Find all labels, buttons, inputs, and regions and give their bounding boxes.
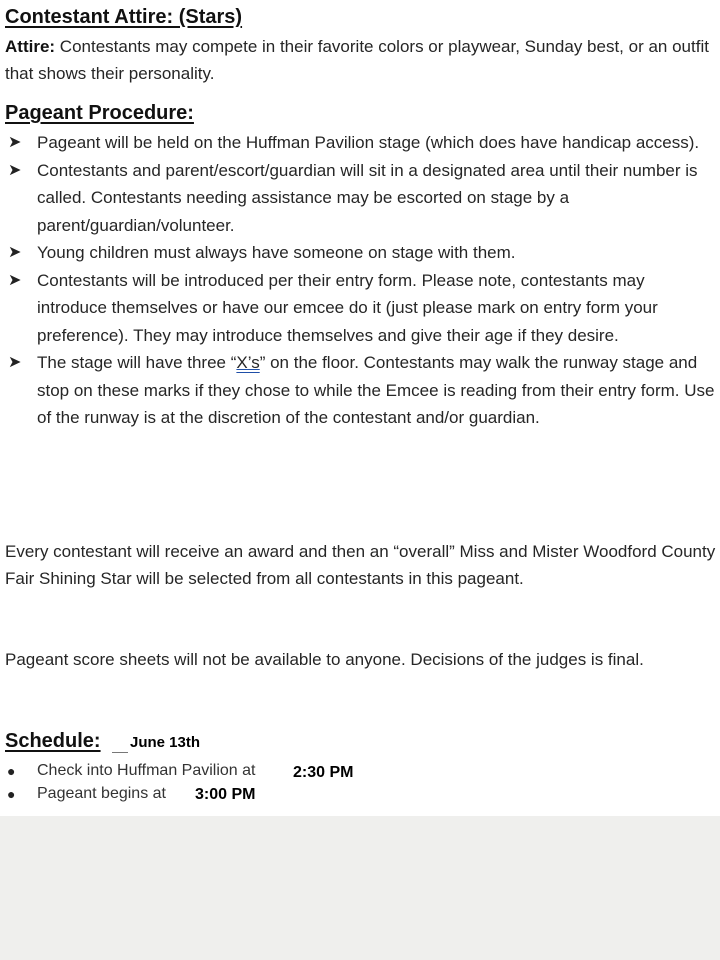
xs-marked-word: X’s xyxy=(236,353,260,372)
procedure-item xyxy=(0,267,716,350)
dot-bullet-icon: ● xyxy=(7,786,16,802)
arrow-bullet-icon: ➤ xyxy=(8,354,22,371)
procedure-item-text: Contestants and parent/escort/guardian will sit in a designated area until their number is called. Contestants needing assistance may be escorted on stage by a parent/guardian/volunteer. xyxy=(37,160,698,235)
procedure-item xyxy=(0,239,716,267)
procedure-item-text-after: ” on the floor. Contestants may walk the runway stage and stop on these marks if they chose to while the Emcee is reading from their entry form. Use of the runway is at the discretion of the contestant and/or guardian. xyxy=(37,353,715,427)
procedure-item-text: Pageant will be held on the Huffman Pavilion stage (which does have handicap access). xyxy=(37,133,700,152)
score-paragraph: Pageant score sheets will not be available to anyone. Decisions of the judges is final. xyxy=(5,650,644,669)
attire-label: Attire: xyxy=(5,37,56,56)
procedure-heading: Pageant Procedure: xyxy=(5,102,194,124)
dot-bullet-icon: ● xyxy=(7,763,16,779)
arrow-bullet-icon: ➤ xyxy=(8,244,22,261)
schedule-item-time: 3:00 PM xyxy=(195,786,256,803)
procedure-item-text: Young children must always have someone on stage with them. xyxy=(37,243,516,262)
schedule-item-time: 2:30 PM xyxy=(293,764,354,781)
procedure-item-text-before: The stage will have three “ xyxy=(37,353,237,372)
schedule-item-label: Check into Huffman Pavilion at xyxy=(37,762,256,779)
award-paragraph: Every contestant will receive an award and then an “overall” Miss and Mister Woodford County Fair Shining Star will be selected from all contestants in this pageant. xyxy=(5,542,716,588)
schedule-underline xyxy=(112,752,128,753)
schedule-date: June 13th xyxy=(130,734,201,751)
procedure-list xyxy=(0,129,716,432)
procedure-item-text: Contestants will be introduced per their entry form. Please note, contestants may introduce themselves or have our emcee do it (just please mark on entry form your preference). They may introduce themselves and give their age if they desire. xyxy=(37,270,658,345)
attire-paragraph xyxy=(5,33,720,87)
procedure-item xyxy=(0,157,716,240)
procedure-item xyxy=(0,129,716,157)
arrow-bullet-icon: ➤ xyxy=(8,161,22,179)
attire-heading: Contestant Attire: (Stars) xyxy=(5,6,243,28)
arrow-bullet-icon: ➤ xyxy=(8,134,22,151)
schedule-item-label: Pageant begins at xyxy=(37,785,166,802)
arrow-bullet-icon: ➤ xyxy=(8,271,22,289)
attire-text: Contestants may compete in their favorite colors or playwear, Sunday best, or an outfit that shows their personality. xyxy=(5,37,709,83)
procedure-item xyxy=(0,349,716,432)
schedule-heading: Schedule: xyxy=(5,730,101,752)
